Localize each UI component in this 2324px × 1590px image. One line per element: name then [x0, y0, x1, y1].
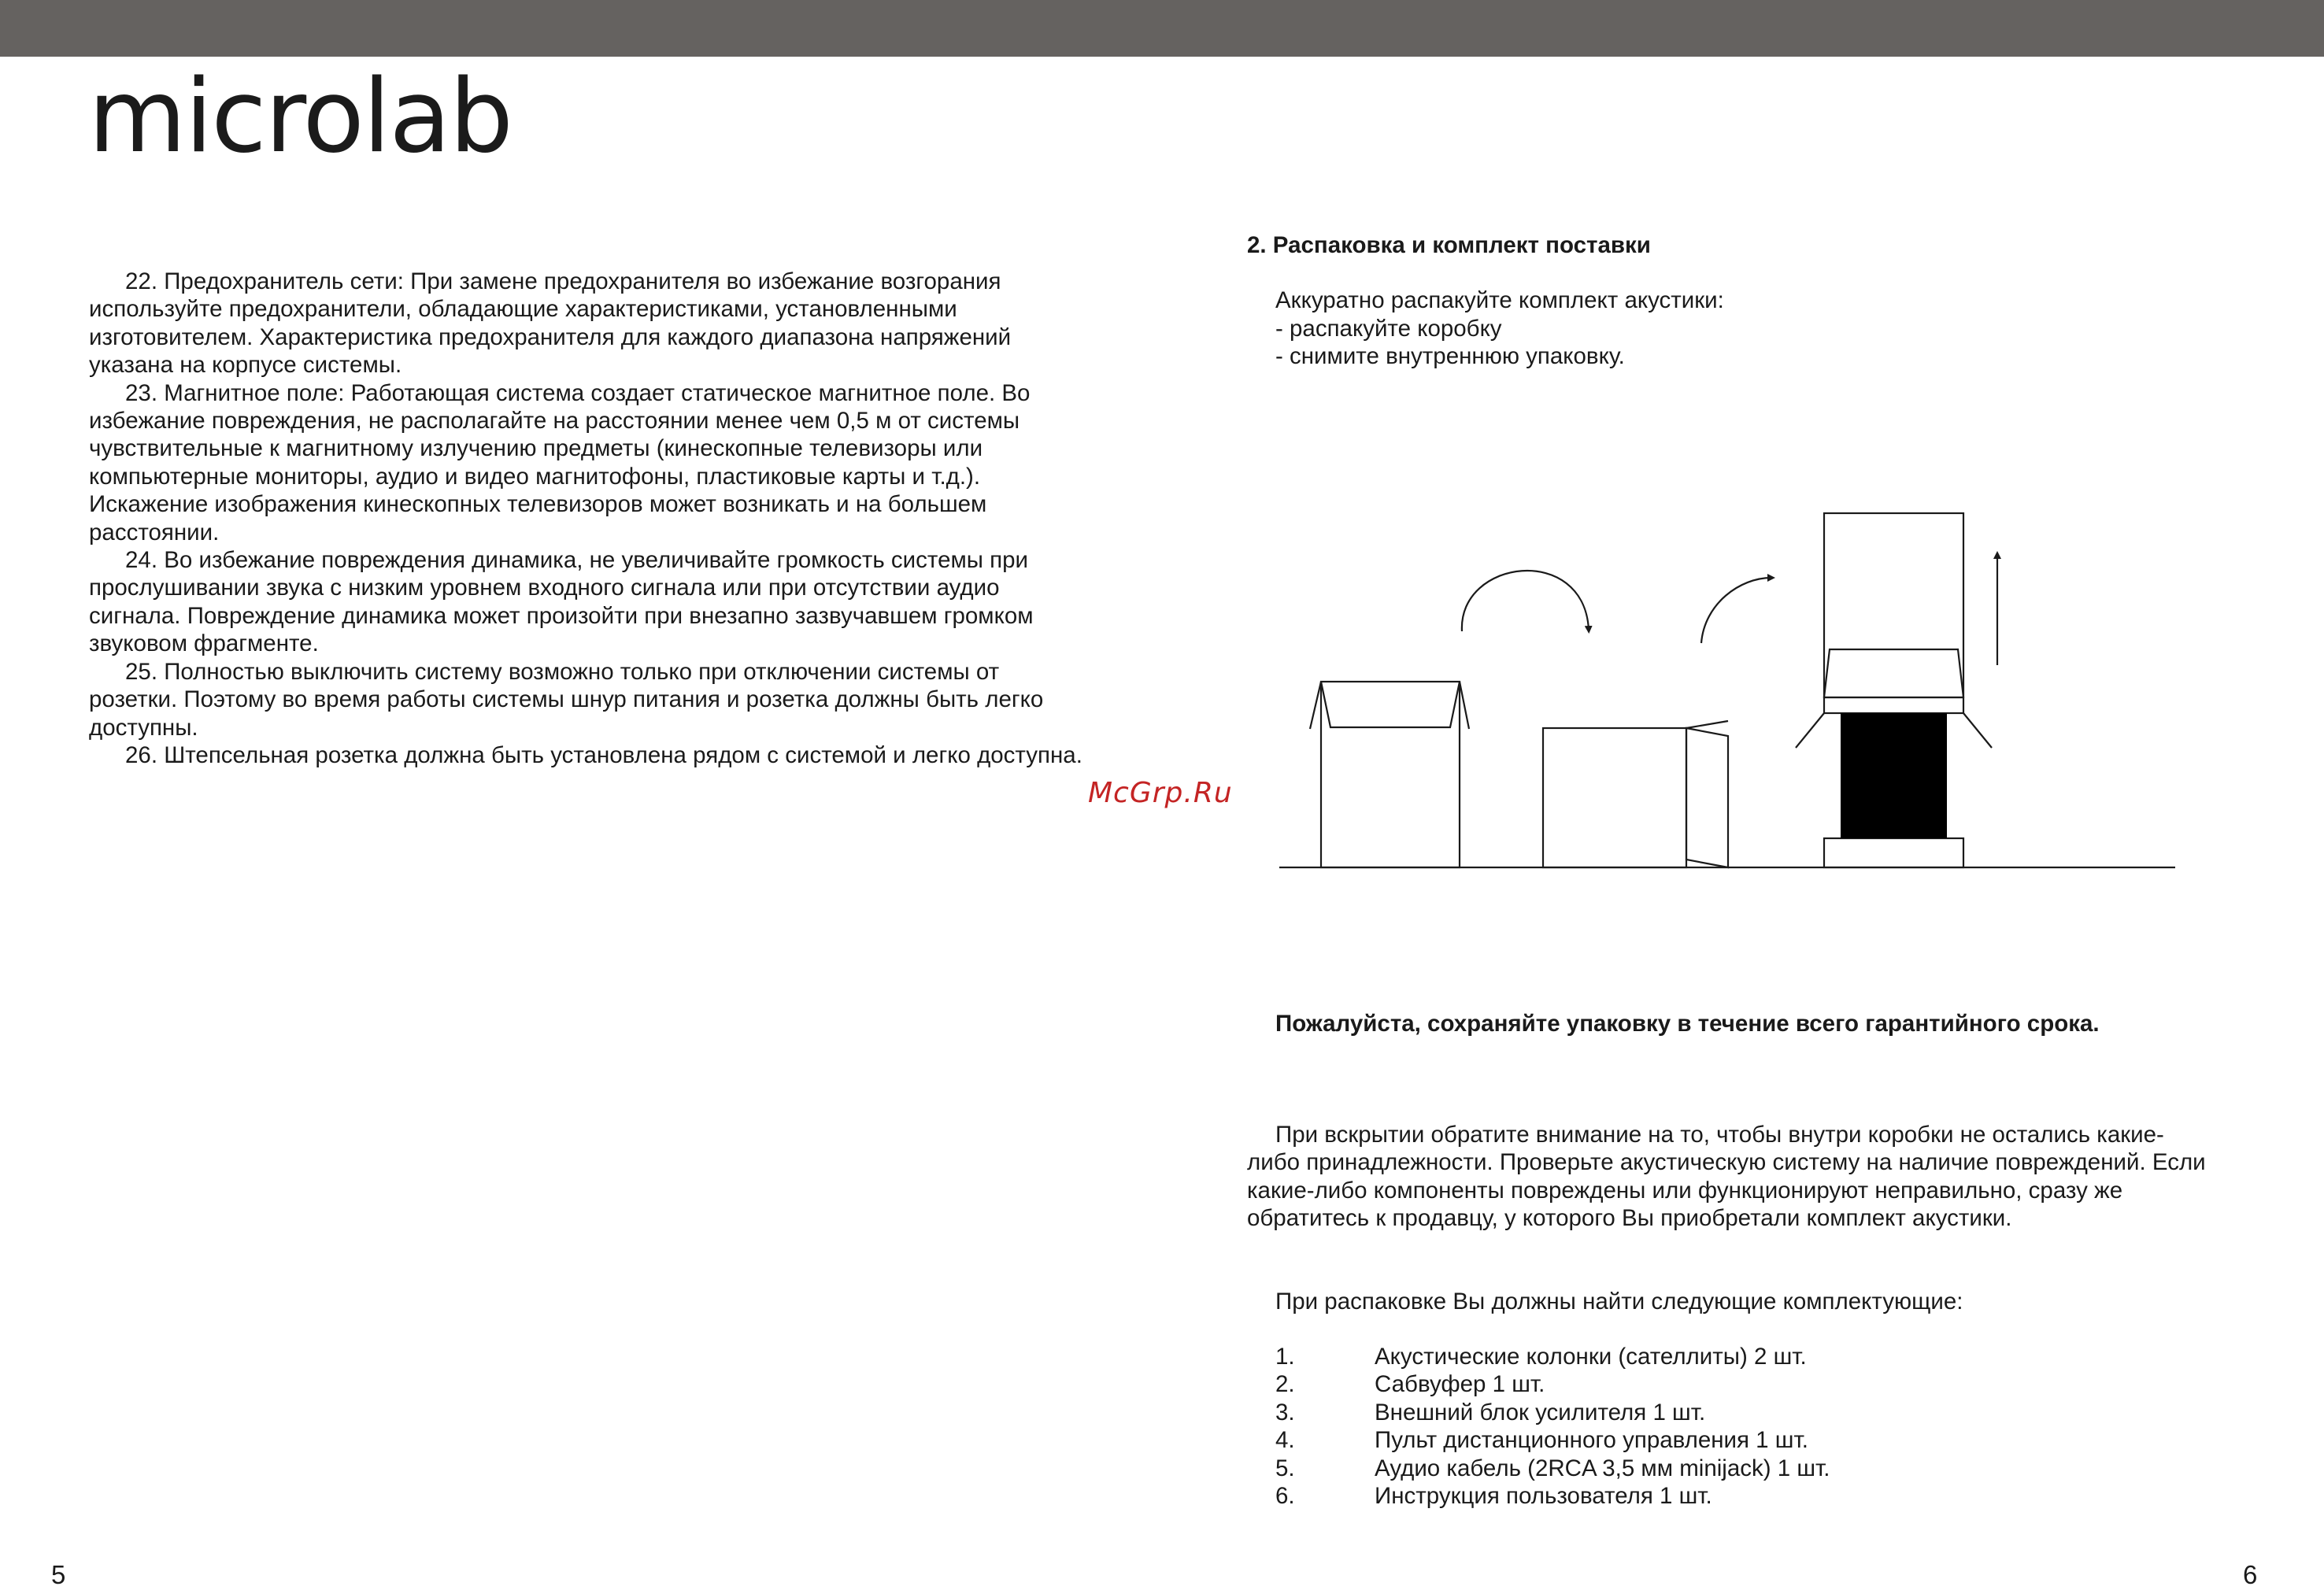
- safety-notes: [89, 268, 1089, 769]
- note-26: 26. Штепсельная розетка должна быть установлена рядом с системой и легко доступна.: [125, 741, 1082, 768]
- page-number-left: 5: [51, 1560, 66, 1589]
- contents-list: [1247, 1343, 2207, 1510]
- list-text: Инструкция пользователя 1 шт.: [1375, 1483, 1712, 1510]
- unpacking-diagram: [1275, 504, 2181, 874]
- list-item: [1275, 1482, 2207, 1510]
- keep-packaging-notice: Пожалуйста, сохраняйте упаковку в течение всего гарантийного срока.: [1275, 1010, 2100, 1037]
- brand-logo: microlab: [88, 58, 512, 176]
- rotate-arrow-icon: [1462, 571, 1589, 631]
- unpack-intro: Аккуратно распакуйте комплект акустики:: [1275, 287, 1724, 314]
- list-text: Сабвуфер 1 шт.: [1375, 1371, 1545, 1398]
- note-25: 25. Полностью выключить систему возможно только при отключении системы от розетки. Поэтому во время работы системы шнур питания и розетка должны быть легко доступны.: [89, 658, 1044, 741]
- inspection-text: При вскрытии обратите внимание на то, чтобы внутри коробки не остались какие-либо принадлежности. Проверьте акустическую систему на наличие повреждений. Если какие-либо компоненты повреждены или функционируют неправильно, сразу же обратитесь к продавцу, у которого Вы приобретали комплект акустики.: [1247, 1122, 2206, 1232]
- note-23: 23. Магнитное поле: Работающая система создает статическое магнитное поле. Во избежание повреждения, не располагайте на расстоянии менее чем 0,5 м от системы чувствительные к магнитному излучению предметы (кинескопные телевизоры или компьютерные мониторы, аудио и видео магнитофоны, пластиковые карты и т.д.). Искажение изображения кинескопных телевизоров может возникать и на большем расстоянии.: [89, 379, 1031, 545]
- list-number: 5.: [1275, 1455, 1295, 1481]
- list-text: Пульт дистанционного управления 1 шт.: [1375, 1427, 1808, 1454]
- list-text: Акустические колонки (сателлиты) 2 шт.: [1375, 1344, 1807, 1370]
- speaker-icon: [1841, 713, 1947, 838]
- list-text: Внешний блок усилителя 1 шт.: [1375, 1399, 1706, 1425]
- page-number-right: 6: [2243, 1560, 2258, 1589]
- section-heading: 2. Распаковка и комплект поставки: [1247, 232, 1651, 258]
- unpack-step-1: - распакуйте коробку: [1275, 315, 1502, 342]
- contents-intro: При распаковке Вы должны найти следующие комплектующие:: [1275, 1288, 1963, 1315]
- list-item: [1275, 1399, 2207, 1426]
- note-24: 24. Во избежание повреждения динамика, не увеличивайте громкость системы при прослушивании звука с низким уровнем входного сигнала или при отсутствии аудио сигнала. Повреждение динамика может произойти при внезапно зазвучавшем громком звуковом фрагменте.: [89, 547, 1034, 657]
- top-bar: [0, 0, 2324, 57]
- list-number: 4.: [1275, 1427, 1295, 1454]
- list-item: [1275, 1370, 2207, 1398]
- watermark: McGrp.Ru: [1088, 777, 1233, 809]
- tilted-box-icon: [1543, 721, 1728, 867]
- list-number: 3.: [1275, 1399, 1295, 1425]
- list-item: [1275, 1455, 2207, 1482]
- list-text: Аудио кабель (2RCA 3,5 мм minijack) 1 шт.: [1375, 1455, 1830, 1481]
- list-number: 6.: [1275, 1483, 1295, 1510]
- list-number: 2.: [1275, 1371, 1295, 1398]
- list-item: [1275, 1343, 2207, 1370]
- list-item: [1275, 1426, 2207, 1454]
- unpack-step-2: - снимите внутреннюю упаковку.: [1275, 343, 1625, 370]
- open-box-icon: [1310, 682, 1469, 867]
- lift-arrow-icon: [1701, 578, 1771, 643]
- list-number: 1.: [1275, 1344, 1295, 1370]
- note-22: 22. Предохранитель сети: При замене предохранителя во избежание возгорания используйте предохранители, обладающие характеристиками, установленными изготовителем. Характеристика предохранителя для каждого диапазона напряжений указана на корпусе системы.: [89, 268, 1012, 379]
